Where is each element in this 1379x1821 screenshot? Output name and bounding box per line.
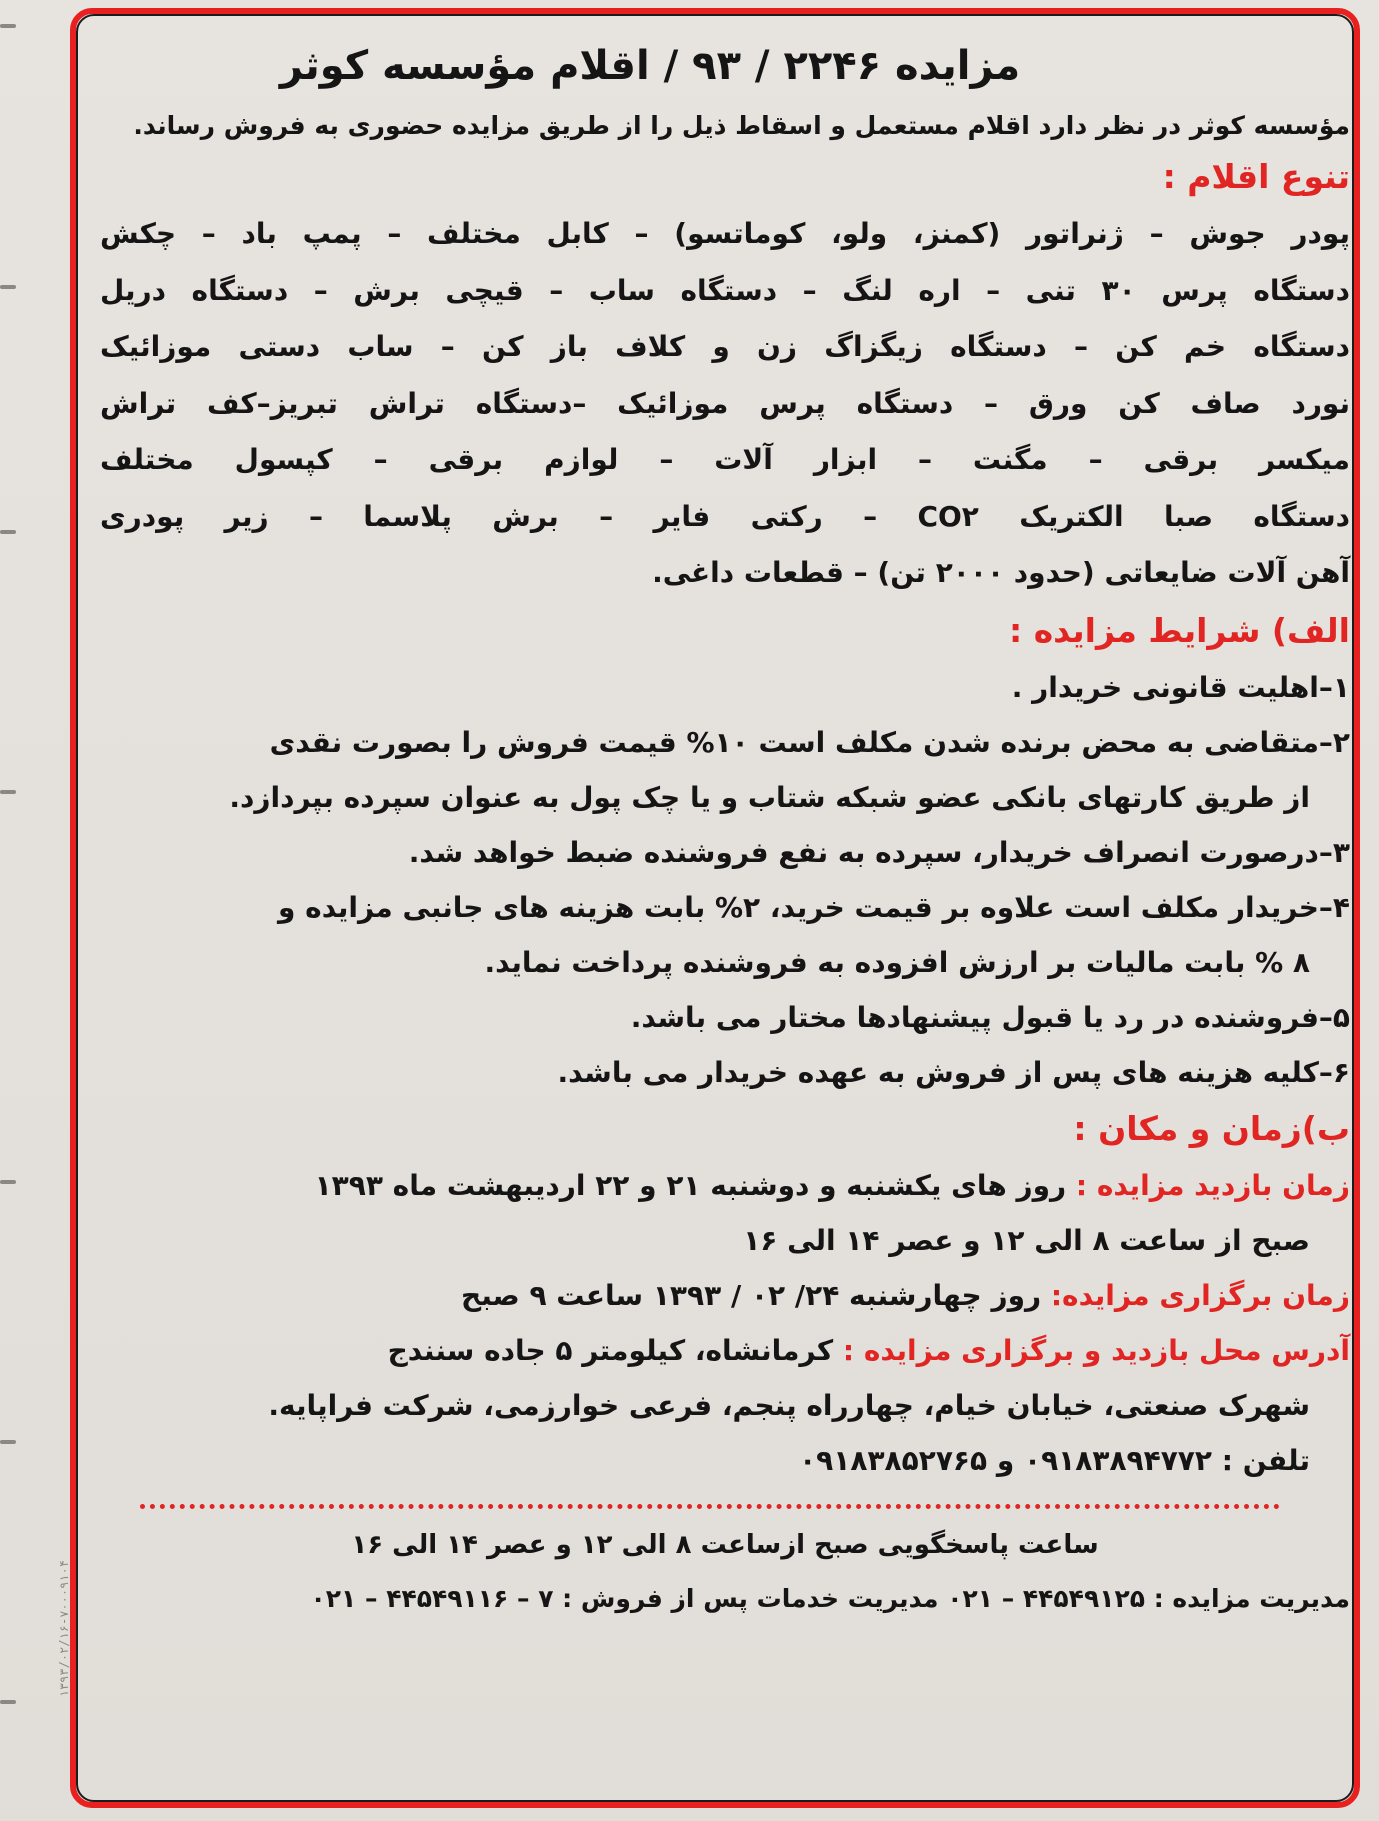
visit-hours: صبح از ساعت ۸ الی ۱۲ و عصر ۱۴ الی ۱۶	[743, 1223, 1310, 1257]
condition-line: ۳–درصورت انصراف خریدار، سپرده به نفع فروشنده ضبط خواهد شد.	[408, 835, 1350, 869]
condition-line: ۶–کلیه هزینه های پس از فروش به عهده خریدار می باشد.	[557, 1055, 1350, 1089]
binder-mark	[0, 1180, 16, 1184]
condition-line: ۱–اهلیت قانونی خریدار .	[1011, 670, 1350, 704]
items-line: دستگاه پرس ۳۰ تنی – اره لنگ – دستگاه ساب – قیچی برش – دستگاه دریل	[100, 273, 1350, 307]
binder-mark	[0, 1440, 16, 1444]
side-code: ۱۳۹۳/۰۲/۱۶-۷۰۰۰۹۱۰۴	[57, 1560, 71, 1698]
ad-title: مزایده ۲۲۴۶ / ۹۳ / اقلام مؤسسه کوثر	[279, 43, 1021, 89]
items-list	[100, 206, 1350, 602]
binder-mark	[0, 1700, 16, 1704]
binder-marks	[0, 0, 22, 1821]
ad-intro: مؤسسه کوثر در نظر دارد اقلام مستعمل و اسقاط ذیل را از طریق مزایده حضوری به فروش رساند.	[133, 111, 1350, 140]
hold-time-text: روز چهارشنبه ۲۴/ ۰۲ / ۱۳۹۳ ساعت ۹ صبح	[461, 1278, 1042, 1312]
condition-line: ۵–فروشنده در رد یا قبول پیشنهادها مختار می باشد.	[630, 1000, 1350, 1034]
address-line2: شهرک صنعتی، خیابان خیام، چهارراه پنجم، فرعی خوارزمی، شرکت فراپایه.	[268, 1388, 1310, 1422]
visit-time-row	[100, 1158, 1350, 1213]
binder-mark	[0, 530, 16, 534]
phone-line: تلفن : ۰۹۱۸۳۸۹۴۷۷۲ و ۰۹۱۸۳۸۵۲۷۶۵	[799, 1443, 1310, 1477]
items-line: دستگاه صبا الکتریک CO۲ – رکتی فایر – برش پلاسما – زیر پودری	[100, 499, 1350, 533]
address-label: آدرس محل بازدید و برگزاری مزایده :	[842, 1333, 1350, 1367]
binder-mark	[0, 24, 16, 28]
footer-contacts: مدیریت مزایده : ۴۴۵۴۹۱۲۵ – ۰۲۱ مدیریت خدمات پس از فروش : ۷ – ۴۴۵۴۹۱۱۶ – ۰۲۱	[310, 1583, 1350, 1613]
condition-line: از طریق کارتهای بانکی عضو شبکه شتاب و یا چک پول به عنوان سپرده بپردازد.	[229, 780, 1310, 814]
address-row	[100, 1323, 1350, 1378]
hold-time-row	[100, 1268, 1350, 1323]
visit-time-label: زمان بازدید مزایده :	[1075, 1168, 1350, 1202]
items-line: میکسر برقی – مگنت – ابزار آلات – لوازم برقی – کپسول مختلف	[100, 443, 1350, 476]
address-text: کرمانشاه، کیلومتر ۵ جاده سنندج	[387, 1333, 834, 1367]
items-line: دستگاه خم کن – دستگاه زیگزاگ زن و کلاف باز کن – ساب دستی موزائیک	[100, 330, 1350, 363]
hold-time-label: زمان برگزاری مزایده:	[1050, 1278, 1350, 1312]
binder-mark	[0, 285, 16, 289]
conditions-list	[100, 660, 1350, 1100]
condition-line: ۸ % بابت مالیات بر ارزش افزوده به فروشنده پرداخت نماید.	[484, 945, 1310, 979]
footer-hours: ساعت پاسخگویی صبح ازساعت ۸ الی ۱۲ و عصر ۱۴ الی ۱۶	[351, 1529, 1099, 1560]
items-heading: تنوع اقلام :	[1162, 157, 1350, 196]
dotted-separator	[140, 1504, 1280, 1509]
condition-line: ۴–خریدار مکلف است علاوه بر قیمت خرید، ۲% بابت هزینه های جانبی مزایده و	[278, 890, 1350, 924]
conditions-heading: الف) شرایط مزایده :	[1009, 610, 1350, 650]
binder-mark	[0, 790, 16, 794]
time-place-heading: ب)زمان و مکان :	[1073, 1108, 1350, 1148]
items-line: آهن آلات ضایعاتی (حدود ۲۰۰۰ تن) – قطعات داغی.	[652, 556, 1350, 589]
items-line: پودر جوش – ژنراتور (کمنز، ولو، کوماتسو) – کابل مختلف – پمپ باد – چکش	[100, 217, 1350, 250]
visit-time-text: روز های یکشنبه و دوشنبه ۲۱ و ۲۲ اردیبهشت ماه ۱۳۹۳	[314, 1168, 1067, 1202]
condition-line: ۲–متقاضی به محض برنده شدن مکلف است ۱۰% قیمت فروش را بصورت نقدی	[269, 725, 1350, 759]
auction-ad	[100, 30, 1350, 1621]
items-line: نورد صاف کن ورق – دستگاه پرس موزائیک –دستگاه تراش تبریز–کف تراش	[100, 386, 1350, 420]
